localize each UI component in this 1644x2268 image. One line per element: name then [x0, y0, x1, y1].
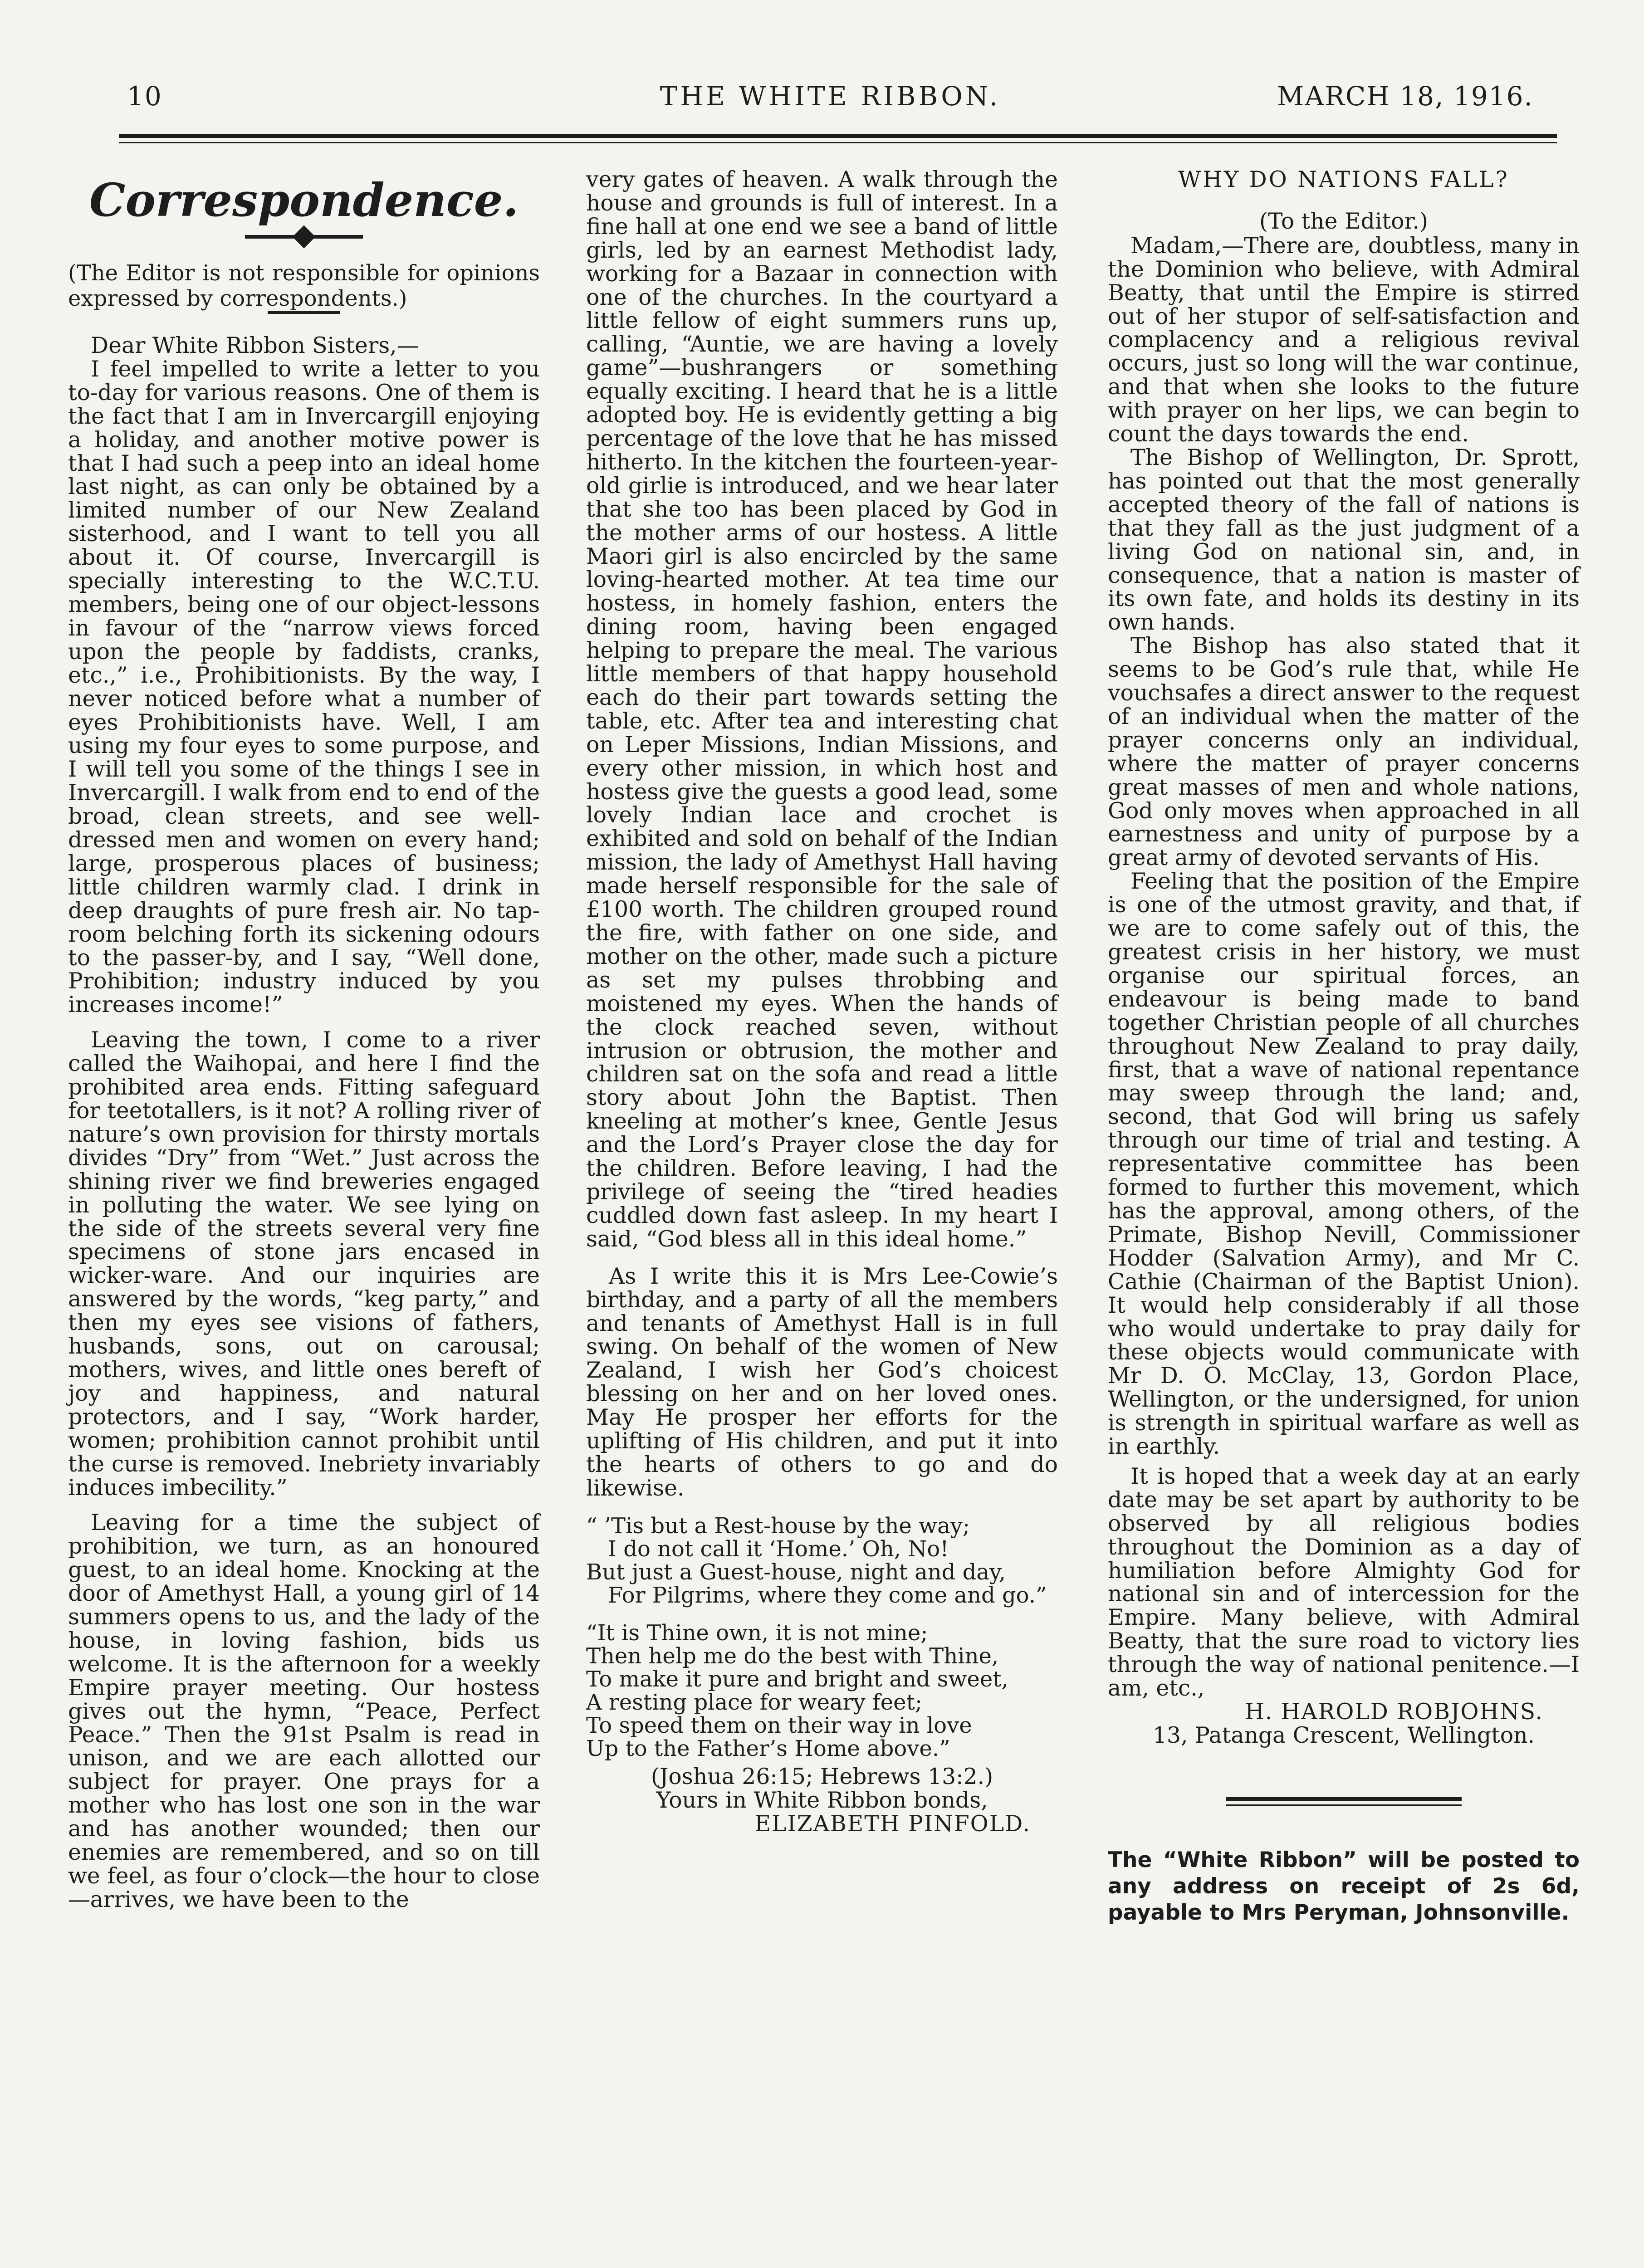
column-1 — [68, 168, 540, 1911]
verse-line: For Pilgrims, where they come and go.” — [608, 1582, 1047, 1608]
letter-paragraph: I feel impelled to write a letter to you to-day for various reasons. One of them is the fact that I am in Invercargill enjoying a holiday, and another motive power is that I had such a peep into an ideal home last night, as can only be obtained by a limited number of our New Zealand sisterhood, and I want to tell you all about it. Of course, Invercargill is specially interesting to the W.C.T.U. members, being one of our object-lessons in favour of the “narrow views forced upon the people by faddists, cranks, etc.,” i.e., Prohibitionists. By the way, I never noticed before what a number of eyes Prohibitionists have. Well, I am using my four eyes to some purpose, and I will tell you some of the things I see in Invercargill. I walk from end to end of the broad, clean streets, and see well-dressed men and women on every hand; large, prosperous places of business; little children warmly clad. I drink in deep draughts of pure fresh air. No tap-room belching forth its sickening odours to the passer-by, and I say, “Well done, Prohibition; industry induced by you increases income!” — [68, 356, 540, 1018]
signatory-address: 13, Patanga Crescent, Wellington. — [1152, 1722, 1535, 1748]
verse-line: Up to the Father’s Home above.” — [586, 1735, 950, 1761]
article-title: WHY DO NATIONS FALL? — [1178, 166, 1509, 192]
header-rule-thin — [119, 142, 1557, 143]
verse-line: A resting place for weary feet; — [586, 1689, 923, 1715]
column-2 — [586, 168, 1058, 1835]
letter-signature: ELIZABETH PINFOLD. — [754, 1810, 1031, 1837]
header-rule-thick — [119, 134, 1557, 138]
verse-line: To make it pure and bright and sweet, — [586, 1666, 1008, 1692]
salutation: Dear White Ribbon Sisters,— — [91, 332, 419, 358]
verse-line: To speed them on their way in love — [586, 1712, 972, 1738]
subscription-notice: The “White Ribbon” will be posted to any address on receipt of 2s 6d, payable to Mrs Peryman, Johnsonville. — [1108, 1847, 1580, 1925]
column-3 — [1108, 168, 1580, 1926]
letter-paragraph: Feeling that the position of the Empire is one of the utmost gravity, and that, if we are to come safely out of this, the greatest crisis in her history, we must organise our spiritual forces, an endeavour is being made to band together Christian people of all churches throughout New Zealand to pray daily, first, that a wave of national repentance may sweep through the land; and, second, that God will bring us safely through our time of trial and testing. A representative committee has been formed to further this movement, which has the approval, among others, of the Primate, Bishop Nevill, Commissioner Hodder (Salvation Army), and Mr C. Cathie (Chairman of the Baptist Union). It would help considerably if all those who would undertake to pray daily for these objects would communicate with Mr D. O. McClay, 13, Gordon Place, Wellington, or the undersigned, for union is strength in spiritual warfare as well as in earthly. — [1108, 868, 1580, 1460]
publication-title: THE WHITE RIBBON. — [660, 81, 1001, 112]
letter-paragraph: very gates of heaven. A walk through the house and grounds is full of interest. In a fine hall at one end we see a band of little girls, led by an earnest Methodist lady, working for a Bazaar in connection with one of the churches. In the courtyard a little fellow of eight summers runs up, calling, “Auntie, we are having a lovely game”—bushrangers or something equally exciting. I heard that he is a little adopted boy. He is evidently getting a big percentage of the love that he has missed hitherto. In the kitchen the fourteen-year-old girlie is introduced, and we hear later that she too has been placed by God in the mother arms of our hostess. A little Maori girl is also encircled by the same loving-hearted mother. At tea time our hostess, in homely fashion, enters the dining room, having been engaged helping to prepare the meal. The various little members of that happy household each do their part towards setting the table, etc. After tea and interesting chat on Leper Missions, Indian Missions, and every other mission, in which host and hostess give the guests a good lead, some lovely Indian lace and crochet is exhibited and sold on behalf of the Indian mission, the lady of Amethyst Hall having made herself responsible for the sale of £100 worth. The children grouped round the fire, with father on one side, and mother on the other, made such a picture as set my pulses throbbing and moistened my eyes. When the hands of the clock reached seven, without intrusion or obtrusion, the mother and children sat on the sofa and read a little story about John the Baptist. Then kneeling at mother’s knee, Gentle Jesus and the Lord’s Prayer close the day for the children. Before leaving, I had the privilege of seeing the “tired headies cuddled down fast asleep. In my heart I said, “God bless all in this ideal home.” — [586, 166, 1058, 1252]
letter-paragraph: It is hoped that a week day at an early date may be set apart by authority to be observed by all religious bodies throughout the Dominion as a day of humiliation before Almighty God for national sin and of intercession for the Empire. Many believe, with Admiral Beatty, that the sure road to victory lies through the way of national penitence.—I am, etc., — [1108, 1463, 1580, 1701]
letter-paragraph: Madam,—There are, doubtless, many in the Dominion who believe, with Admiral Beatty, that until the Empire is stirred out of her stupor of self-satisfaction and complacency and a religious revival occurs, just so long will the war continue, and that when she looks to the future with prayer on her lips, we can begin to count the days towards the end. — [1108, 232, 1580, 447]
verse-line: I do not call it ‘Home.’ Oh, No! — [608, 1536, 949, 1562]
letter-paragraph: Leaving for a time the subject of prohibition, we turn, as an honoured guest, to an ideal home. Knocking at the door of Amethyst Hall, a young girl of 14 summers opens to us, and the lady of the house, in loving fashion, bids us welcome. It is the afternoon for a weekly Empire prayer meeting. Our hostess gives out the hymn, “Peace, Perfect Peace.” Then the 91st Psalm is read in unison, and we are each allotted our subject for prayer. One prays for a mother who has lost one son in the war and has another wounded; then our enemies are remembered, and so on till we feel, as four o’clock—the hour to close—arrives, we have been to the — [68, 1510, 540, 1912]
masthead — [127, 81, 1533, 122]
editor-note: (The Editor is not responsible for opinions expressed by correspondents.) — [68, 260, 540, 311]
double-rule-divider — [1226, 1797, 1462, 1806]
letter-paragraph: Leaving the town, I come to a river called the Waihopai, and here I find the prohibited area ends. Fitting safeguard for teetotallers, is it not? A rolling river of nature’s own provision for thirsty mortals divides “Dry” from “Wet.” Just across the shining river we find breweries engaged in polluting the water. We see lying on the side of the streets several very fine specimens of stone jars encased in wicker-ware. And our inquiries are answered by the words, “keg party,” and then my eyes see visions of fathers, husbands, sons, out on carousal; mothers, wives, and little ones bereft of joy and happiness, and natural protectors, and I say, “Work harder, women; prohibition cannot prohibit until the curse is removed. Inebriety invariably induces imbecility.” — [68, 1027, 540, 1501]
letter-paragraph: The Bishop has also stated that it seems to be God’s rule that, while He vouchsafes a direct answer to the request of an individual when the matter of the prayer concerns only an individual, where the matter of prayer concerns great masses of men and whole nations, God only moves when approached in all earnestness and unity of purpose by a great army of devoted servants of His. — [1108, 633, 1580, 871]
verse-line: Then help me do the best with Thine, — [586, 1643, 999, 1669]
verse-line: But just a Guest-house, night and day, — [586, 1559, 1006, 1585]
addressee: (To the Editor.) — [1259, 208, 1429, 234]
verse-line: “It is Thine own, it is not mine; — [586, 1620, 928, 1646]
short-divider — [268, 311, 340, 314]
letter-signature: H. HAROLD ROBJOHNS. — [1245, 1699, 1543, 1725]
letter-closing: Yours in White Ribbon bonds, — [656, 1787, 988, 1813]
ornament-divider — [245, 235, 363, 239]
page-number: 10 — [127, 81, 162, 112]
section-heading: Correspondence. — [89, 173, 519, 227]
verse-stanza-2 — [586, 1622, 1058, 1760]
issue-date: MARCH 18, 1916. — [1277, 81, 1533, 112]
verse-line: “ ’Tis but a Rest-house by the way; — [586, 1513, 970, 1539]
scripture-reference: (Joshua 26:15; Hebrews 13:2.) — [651, 1763, 993, 1789]
letter-paragraph: As I write this it is Mrs Lee-Cowie’s birthday, and a party of all the members and tenants of Amethyst Hall is in full swing. On behalf of the women of New Zealand, I wish her God’s choicest blessing on her and on her loved ones. May He prosper her efforts for the uplifting of His children, and put it into the hearts of others to go and do likewise. — [586, 1263, 1058, 1501]
letter-paragraph: The Bishop of Wellington, Dr. Sprott, has pointed out that the most generally accepted theory of the fall of nations is that they fall as the just judgment of a living God on national sin, and, in consequence, that a nation is master of its own fate, and holds its destiny in its own hands. — [1108, 444, 1580, 635]
verse-stanza-1 — [586, 1515, 1058, 1607]
